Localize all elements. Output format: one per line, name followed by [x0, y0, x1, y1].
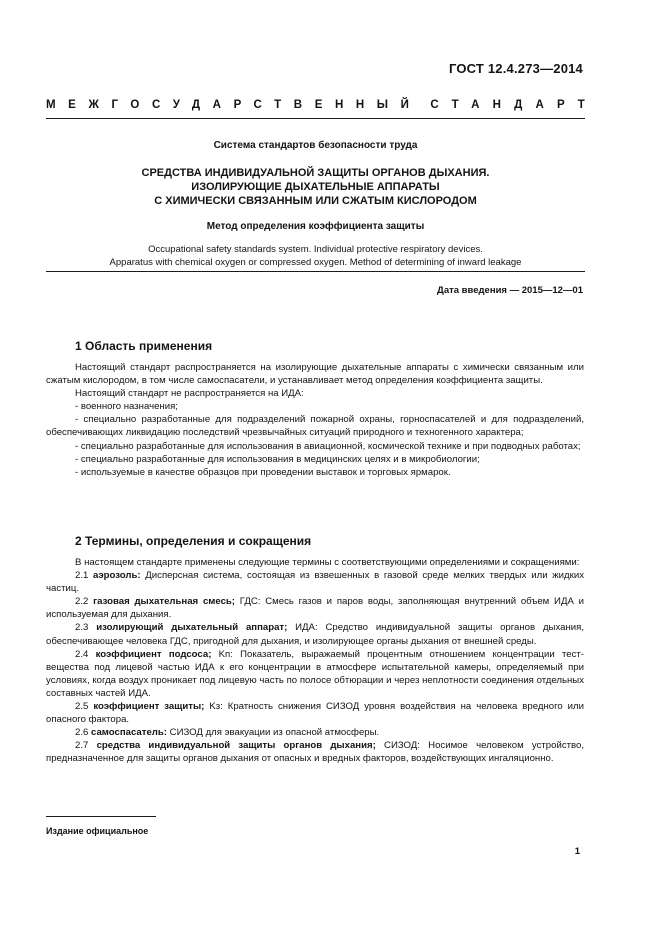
english-line-1: Occupational safety standards system. Individual protective respiratory devices.: [148, 244, 483, 255]
document-title: [46, 166, 585, 208]
section-1-paragraph: Настоящий стандарт не распространяется на ИДА:: [75, 388, 304, 400]
intro-date: Дата введения — 2015—12—01: [437, 285, 583, 296]
list-item: - военного назначения;: [75, 401, 178, 413]
term-definition: [46, 739, 584, 765]
title-line-3: С ХИМИЧЕСКИ СВЯЗАННЫМ ИЛИ СЖАТЫМ КИСЛОРОДОМ: [154, 195, 477, 207]
term-name: средства индивидуальной защиты органов дыхания;: [96, 740, 376, 752]
standard-word: СТАНДАРТ: [430, 99, 598, 111]
list-item: - специально разработанные для использования в авиационной, космической технике и при подводных работах;: [75, 440, 581, 452]
interstate-standard-band: [46, 99, 598, 111]
term-definition: [46, 569, 584, 595]
term-number: 2.4: [75, 648, 89, 660]
term-text: ИДА: Средство индивидуальной защиты органов дыхания, обеспечивающее человека ГДС, пригодной для дыхания, и изолирующее органы дыхания от внешней среды.: [46, 622, 584, 647]
page-number: 1: [574, 846, 580, 857]
section-1-heading: 1 Область применения: [75, 339, 213, 353]
list-item: - используемые в качестве образцов при проведении выставок и торговых ярмарок.: [75, 466, 451, 478]
english-title: [46, 243, 585, 269]
term-name: изолирующий дыхательный аппарат;: [96, 622, 288, 634]
title-rule: [46, 271, 585, 272]
term-number: 2.7: [75, 740, 89, 752]
term-text: СИЗОД для эвакуации из опасной атмосферы.: [166, 727, 380, 739]
title-line-1: СРЕДСТВА ИНДИВИДУАЛЬНОЙ ЗАЩИТЫ ОРГАНОВ ДЫХАНИЯ.: [141, 167, 490, 179]
term-name: коэффициент защиты;: [93, 701, 205, 713]
list-item: - специально разработанные для подразделений пожарной охраны, горноспасателей и для подразделений, обеспечивающих ликвидацию последствий чрезвычайных ситуаций природного и техногенного характера;: [46, 414, 584, 439]
english-line-2: Apparatus with chemical oxygen or compressed oxygen. Method of determining of inward leakage: [109, 257, 522, 268]
list-item: - специально разработанные для использования в медицинских целях и в микробиологии;: [75, 453, 480, 465]
term-number: 2.1: [75, 570, 89, 582]
standards-series: Система стандартов безопасности труда: [213, 140, 418, 151]
term-definition: [46, 726, 584, 739]
term-text: Kз: Кратность снижения СИЗОД уровня воздействия на человека вредного или опасного фактора.: [46, 701, 584, 726]
term-name: коэффициент подсоса;: [95, 648, 212, 660]
term-name: аэрозоль:: [93, 570, 141, 582]
term-definition: [46, 621, 584, 647]
term-text: ГДС: Смесь газов и паров воды, заполняющая внутренний объем ИДА и используемая для дыхания.: [46, 596, 584, 621]
section-1-paragraph: Настоящий стандарт распространяется на изолирующие дыхательные аппараты с химически связанным или сжатым кислородом, в том числе самоспасатели, и устанавливает метод определения коэффициента защиты.: [46, 362, 584, 387]
section-2-intro: В настоящем стандарте применены следующие термины с соответствующими определениями и сокращениями:: [75, 557, 580, 568]
footer-rule: [46, 816, 156, 817]
section-2-heading: 2 Термины, определения и сокращения: [75, 534, 312, 548]
term-name: газовая дыхательная смесь;: [93, 596, 236, 608]
term-definition: [46, 700, 584, 726]
edition-note: Издание официальное: [46, 826, 149, 836]
term-definition: [46, 648, 584, 700]
section-2-body: [46, 556, 584, 766]
section-1-body: [46, 361, 584, 479]
term-text: СИЗОД: Носимое человеком устройство, предназначенное для защиты органов дыхания от опасных и вредных факторов, воздействующих ингаляционно.: [46, 740, 585, 765]
term-number: 2.2: [75, 596, 89, 608]
title-line-2: ИЗОЛИРУЮЩИЕ ДЫХАТЕЛЬНЫЕ АППАРАТЫ: [191, 181, 440, 193]
term-text: Kп: Показатель, выражаемый процентным отношением концентрации тест-вещества под лицевой частью ИДА к его концентрации в атмосфере испытательной камеры, определяемый при условиях, когда воздух проникает под лицевую часть по полосе обтюрации и через неплотности соединения отдельных составных частей ИДА.: [46, 648, 584, 699]
term-number: 2.6: [75, 727, 89, 739]
term-number: 2.5: [75, 701, 89, 713]
term-name: самоспасатель:: [91, 727, 167, 739]
interstate-word: МЕЖГОСУДАРСТВЕННЫЙ: [46, 99, 422, 111]
gost-number: ГОСТ 12.4.273—2014: [448, 61, 583, 76]
top-rule: [46, 118, 585, 119]
document-subtitle: Метод определения коэффициента защиты: [206, 221, 425, 232]
term-text: Дисперсная система, состоящая из взвешенных в газовой среде мелких твердых или жидких частиц.: [46, 570, 584, 595]
term-number: 2.3: [75, 622, 89, 634]
term-definition: [46, 595, 584, 621]
